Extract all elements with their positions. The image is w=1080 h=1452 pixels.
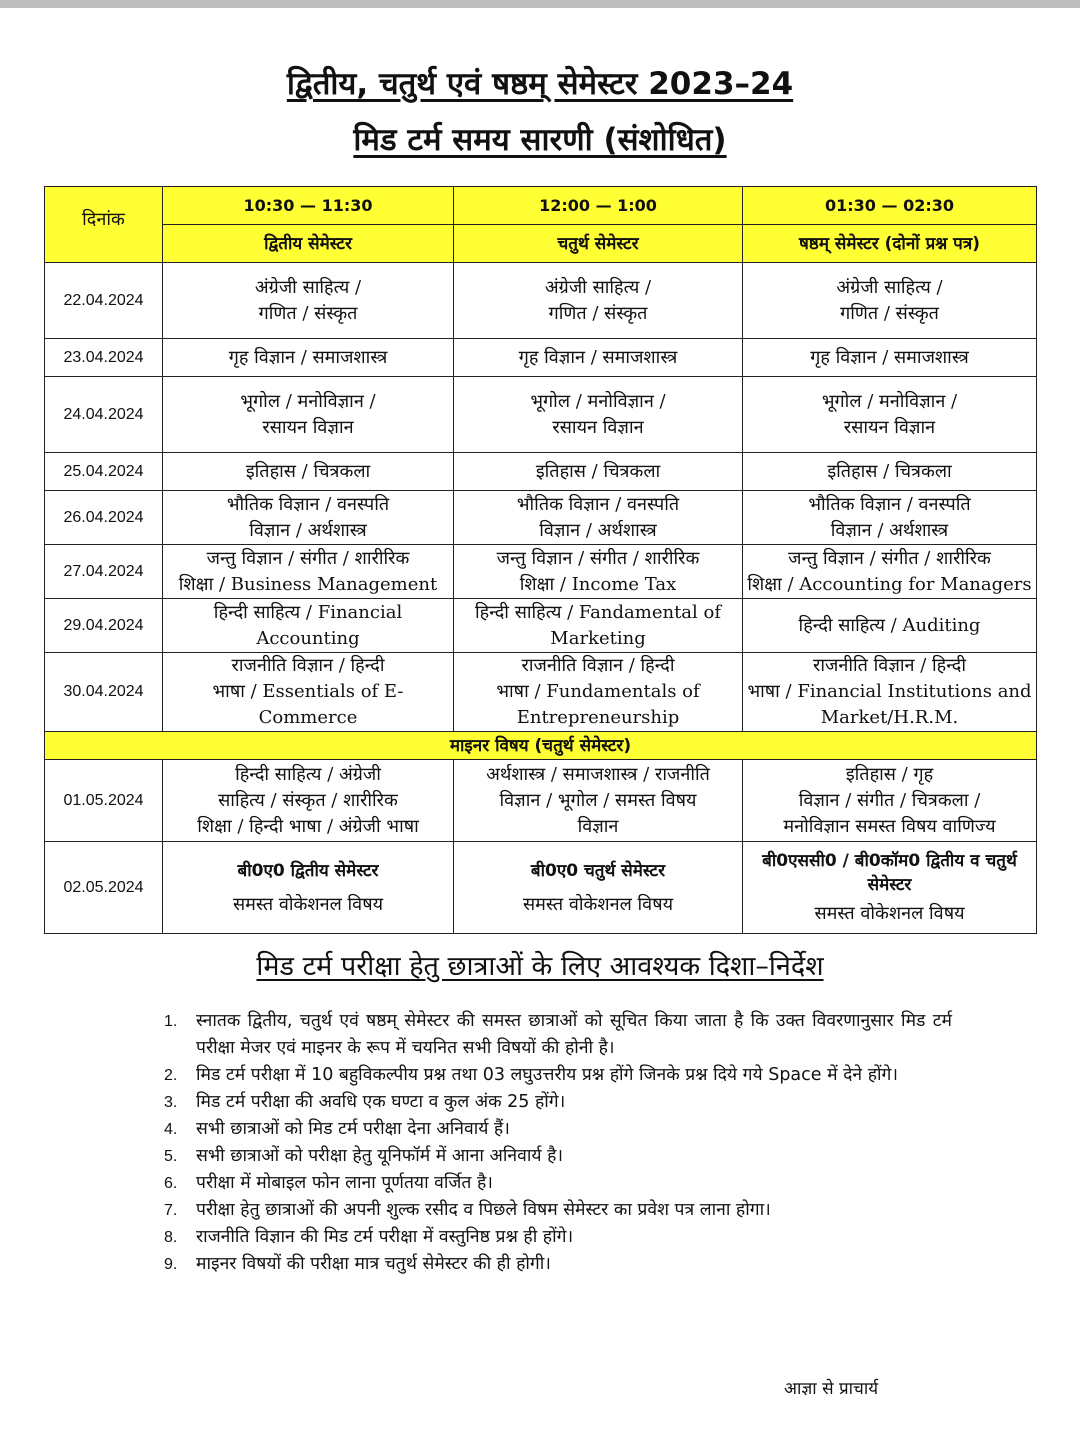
subject-line: अंग्रेजी साहित्य / <box>254 276 362 298</box>
subject-line: अंग्रेजी साहित्य / <box>544 276 652 298</box>
subject-line: जन्तु विज्ञान / संगीत / शारीरिक <box>496 547 700 569</box>
subject-cell <box>163 453 454 491</box>
subject-cell <box>163 545 454 599</box>
date-cell: 27.04.2024 <box>45 545 163 599</box>
subject-cell <box>163 263 454 339</box>
subject-line: राजनीति विज्ञान / हिन्दी <box>521 655 675 676</box>
subject-cell <box>454 760 743 842</box>
subject-line: इतिहास / चित्रकला <box>827 460 952 482</box>
guideline-number: 9. <box>164 1256 178 1273</box>
subject-cell <box>743 653 1037 732</box>
date-cell: 02.05.2024 <box>45 842 163 934</box>
semester-header-row <box>45 225 1037 263</box>
slot-semester: षष्ठम् सेमेस्टर (दोनों प्रश्न पत्र) <box>743 225 1037 263</box>
subject-line: रसायन विज्ञान <box>552 416 644 438</box>
guideline-item <box>160 1170 952 1197</box>
guideline-text: माइनर विषयों की परीक्षा मात्र चतुर्थ सेमेस्टर की ही होगी। <box>196 1254 551 1274</box>
guideline-item <box>160 1116 952 1143</box>
vocational-heading: बी0ए0 चतुर्थ सेमेस्टर <box>530 860 666 881</box>
subject-cell <box>163 760 454 842</box>
vocational-cell <box>454 842 743 934</box>
subject-line: विज्ञान / संगीत / चित्रकला / <box>798 789 981 811</box>
slot-time: 12:00 — 1:00 <box>454 187 743 225</box>
table-row <box>45 339 1037 377</box>
subject-line: रसायन विज्ञान <box>262 416 354 438</box>
guideline-text: राजनीति विज्ञान की मिड टर्म परीक्षा में वस्तुनिष्ठ प्रश्न ही होंगे। <box>196 1227 574 1247</box>
subject-line: अर्थशास्त्र / समाजशास्त्र / राजनीति <box>486 763 710 785</box>
subject-cell <box>743 599 1037 653</box>
date-cell: 23.04.2024 <box>45 339 163 377</box>
subject-cell <box>454 377 743 453</box>
subject-cell <box>743 339 1037 377</box>
subject-line: इतिहास / चित्रकला <box>535 460 661 482</box>
vocational-text: समस्त वोकेशनल विषय <box>522 893 674 915</box>
slot-time: 01:30 — 02:30 <box>743 187 1037 225</box>
subject-line: इतिहास / चित्रकला <box>245 460 371 482</box>
subject-line: विज्ञान / अर्थशास्त्र <box>249 519 367 541</box>
vocational-heading: बी0एससी0 / बी0कॉम0 द्वितीय व चतुर्थ सेमेस्टर <box>762 850 1017 895</box>
table-row <box>45 842 1037 934</box>
guideline-item <box>160 1008 952 1062</box>
date-column-header: दिनांक <box>45 187 163 263</box>
slot-semester: चतुर्थ सेमेस्टर <box>454 225 743 263</box>
subject-cell <box>743 545 1037 599</box>
subject-line: भाषा / Fundamentals of <box>496 681 700 702</box>
guideline-number: 1. <box>164 1013 178 1030</box>
guideline-item <box>160 1197 952 1224</box>
subject-line: शिक्षा / Income Tax <box>519 573 677 595</box>
signature: आज्ञा से प्राचार्य <box>784 1379 879 1399</box>
subject-line: विज्ञान / अर्थशास्त्र <box>830 519 949 541</box>
guidelines-title: मिड टर्म परीक्षा हेतु छात्राओं के लिए आवश्यक दिशा–निर्देश <box>256 951 824 982</box>
subject-cell <box>454 453 743 491</box>
subject-cell <box>454 339 743 377</box>
table-row <box>45 653 1037 732</box>
page-title: द्वितीय, चतुर्थ एवं षष्ठम् सेमेस्टर 2023–24 <box>286 66 794 102</box>
subject-line: भाषा / Essentials of E-Commerce <box>212 681 404 728</box>
subject-cell <box>454 653 743 732</box>
subject-line: विज्ञान / अर्थशास्त्र <box>539 519 657 541</box>
vocational-text: समस्त वोकेशनल विषय <box>814 902 965 924</box>
subject-line: Entrepreneurship <box>516 707 680 728</box>
subject-line: मनोविज्ञान समस्त विषय वाणिज्य <box>783 815 996 837</box>
guideline-item <box>160 1089 952 1116</box>
table-row <box>45 453 1037 491</box>
subject-line: विज्ञान / भूगोल / समस्त विषय <box>499 789 697 811</box>
guideline-number: 2. <box>164 1067 178 1084</box>
guideline-text: परीक्षा में मोबाइल फोन लाना पूर्णतया वर्जित है। <box>196 1173 493 1193</box>
subject-cell <box>163 491 454 545</box>
guideline-number: 7. <box>164 1202 178 1219</box>
guideline-number: 8. <box>164 1229 178 1246</box>
subject-line: विज्ञान <box>577 815 619 837</box>
time-header-row <box>45 187 1037 225</box>
subject-cell <box>163 339 454 377</box>
minor-header-row <box>45 732 1037 760</box>
vocational-text: समस्त वोकेशनल विषय <box>232 893 384 915</box>
subject-line: Market/H.R.M. <box>820 707 959 728</box>
guideline-item <box>160 1251 952 1278</box>
minor-subjects-header: माइनर विषय (चतुर्थ सेमेस्टर) <box>45 732 1037 760</box>
top-bar <box>0 0 1080 8</box>
guideline-text: सभी छात्राओं को मिड टर्म परीक्षा देना अनिवार्य हैं। <box>196 1119 510 1139</box>
subject-line: रसायन विज्ञान <box>843 416 936 438</box>
subject-line: Marketing <box>550 627 646 649</box>
subject-line: राजनीति विज्ञान / हिन्दी <box>812 655 967 676</box>
table-row <box>45 760 1037 842</box>
subject-cell <box>454 491 743 545</box>
subject-line: भौतिक विज्ञान / वनस्पति <box>226 493 390 515</box>
guideline-number: 3. <box>164 1094 178 1111</box>
subject-line: शिक्षा / Accounting for Managers <box>747 573 1032 595</box>
subject-line: शिक्षा / Business Management <box>178 573 438 595</box>
subject-cell <box>743 491 1037 545</box>
guideline-text: परीक्षा हेतु छात्राओं की अपनी शुल्क रसीद व पिछले विषम सेमेस्टर का प्रवेश पत्र लाना होगा। <box>196 1200 771 1220</box>
subject-line: गणित / संस्कृत <box>548 302 648 324</box>
slot-semester: द्वितीय सेमेस्टर <box>163 225 454 263</box>
table-row <box>45 377 1037 453</box>
date-cell: 26.04.2024 <box>45 491 163 545</box>
date-cell: 24.04.2024 <box>45 377 163 453</box>
date-cell: 22.04.2024 <box>45 263 163 339</box>
subject-cell <box>454 263 743 339</box>
date-cell: 25.04.2024 <box>45 453 163 491</box>
subject-cell <box>743 377 1037 453</box>
minor-rows <box>45 760 1037 842</box>
subject-line: भूगोल / मनोविज्ञान / <box>240 390 376 412</box>
guideline-number: 5. <box>164 1148 178 1165</box>
vocational-cell <box>163 842 454 934</box>
subject-cell <box>454 545 743 599</box>
subject-cell <box>743 263 1037 339</box>
schedule-rows <box>45 263 1037 732</box>
subject-line: भूगोल / मनोविज्ञान / <box>530 390 666 412</box>
subject-line: जन्तु विज्ञान / संगीत / शारीरिक <box>788 547 991 569</box>
table-row <box>45 545 1037 599</box>
subject-line: गृह विज्ञान / समाजशास्त्र <box>518 346 678 368</box>
table-row <box>45 263 1037 339</box>
subject-line: गृह विज्ञान / समाजशास्त्र <box>810 346 969 368</box>
subject-line: इतिहास / गृह <box>845 763 934 785</box>
guideline-item <box>160 1143 952 1170</box>
subject-line: Accounting <box>256 627 360 649</box>
slot-time: 10:30 — 11:30 <box>163 187 454 225</box>
schedule-table <box>44 186 1037 934</box>
guideline-text: मिड टर्म परीक्षा की अवधि एक घण्टा व कुल अंक 25 होंगे। <box>196 1092 566 1112</box>
subject-line: गणित / संस्कृत <box>258 302 358 324</box>
guideline-item <box>160 1062 952 1089</box>
subject-cell <box>163 653 454 732</box>
subject-cell <box>163 599 454 653</box>
page-subtitle: मिड टर्म समय सारणी (संशोधित) <box>353 122 727 158</box>
date-cell: 01.05.2024 <box>45 760 163 842</box>
subject-line: जन्तु विज्ञान / संगीत / शारीरिक <box>206 547 410 569</box>
vocational-heading: बी0ए0 द्वितीय सेमेस्टर <box>237 860 379 881</box>
subject-line: हिन्दी साहित्य / Fandamental of <box>474 601 722 623</box>
subject-line: भाषा / Financial Institutions and <box>747 681 1032 702</box>
guideline-item <box>160 1224 952 1251</box>
date-cell: 30.04.2024 <box>45 653 163 732</box>
guideline-text: स्नातक द्वितीय, चतुर्थ एवं षष्ठम् सेमेस्टर की समस्त छात्राओं को सूचित किया जाता है कि उक्त विवरणानुसार मिड टर्म परीक्षा मेजर एवं माइनर के रूप में चयनित सभी विषयों की होनी है। <box>196 1011 952 1058</box>
guideline-text: सभी छात्राओं को परीक्षा हेतु यूनिफॉर्म में आना अनिवार्य है। <box>196 1146 563 1166</box>
subject-line: भौतिक विज्ञान / वनस्पति <box>516 493 680 515</box>
subject-line: गृह विज्ञान / समाजशास्त्र <box>228 346 388 368</box>
guideline-number: 4. <box>164 1121 178 1138</box>
guideline-number: 6. <box>164 1175 178 1192</box>
table-row <box>45 491 1037 545</box>
subject-line: हिन्दी साहित्य / Auditing <box>798 614 981 636</box>
subject-cell <box>454 599 743 653</box>
subject-line: हिन्दी साहित्य / अंग्रेजी <box>235 763 381 785</box>
vocational-cell <box>743 842 1037 934</box>
subject-line: भौतिक विज्ञान / वनस्पति <box>808 493 971 515</box>
subject-line: साहित्य / संस्कृत / शारीरिक <box>218 789 398 811</box>
subject-cell <box>163 377 454 453</box>
subject-line: अंग्रेजी साहित्य / <box>836 276 943 298</box>
subject-cell <box>743 760 1037 842</box>
date-cell: 29.04.2024 <box>45 599 163 653</box>
subject-cell <box>743 453 1037 491</box>
subject-line: हिन्दी साहित्य / Financial <box>213 601 403 623</box>
guideline-text: मिड टर्म परीक्षा में 10 बहुविकल्पीय प्रश्न तथा 03 लघुउत्तरीय प्रश्न होंगे जिनके प्रश्न दिये गये Space में देने होंगे। <box>196 1065 899 1085</box>
subject-line: भूगोल / मनोविज्ञान / <box>821 390 958 412</box>
guidelines-list <box>160 1008 952 1278</box>
subject-line: राजनीति विज्ञान / हिन्दी <box>231 655 385 676</box>
subject-line: गणित / संस्कृत <box>840 302 939 324</box>
table-row <box>45 599 1037 653</box>
subject-line: शिक्षा / हिन्दी भाषा / अंग्रेजी भाषा <box>197 815 419 837</box>
